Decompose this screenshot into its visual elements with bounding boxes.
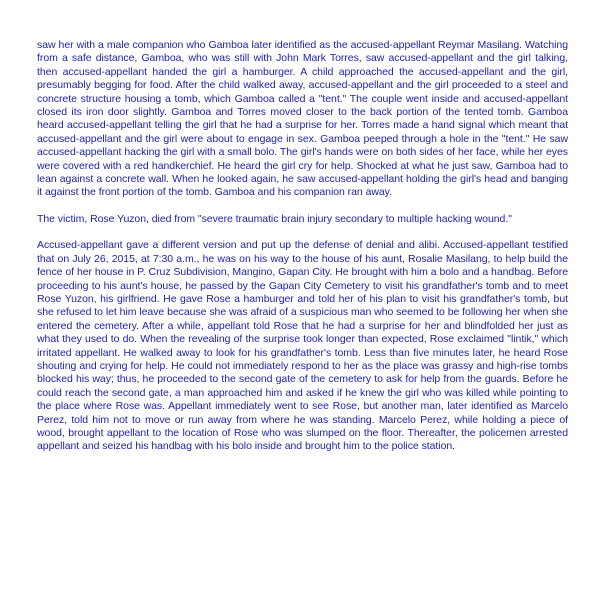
paragraph-defense-version: Accused-appellant gave a different version and put up the defense of denial and alibi. Accused-appellant testified that on July 26, 2015, at 7:30 a.m., he was on his way to the house of his aunt, Rosalie Masilang, to help build the fence of her house in P. Cruz Subdivision, Mangino, Gapan City. He brought with him a bolo and a handbag. Before proceeding to his aunt's house, he passed by the Gapan City Cemetery to visit his grandfather's tomb and to meet Rose Yuzon, his girlfriend. He gave Rose a hamburger and told her of his plan to visit his grandfather's tomb, but she refused to let him leave because she was afraid of a suspicious man who seemed to be following her when she entered the cemetery. After a while, appellant told Rose that he had a surprise for her and blindfolded her just as what they used to do. When the revealing of the surprise took longer than expected, Rose exclaimed "lintik," which irritated appellant. He walked away to look for his grandfather's tomb. Less than five minutes later, he heard Rose shouting and crying for help. He could not immediately respond to her as the place was grassy and high-rise tombs blocked his way; thus, he proceeded to the second gate of the cemetery to ask for help from the guards. Before he could reach the second gate, a man approached him and asked if he knew the girl who was killed while pointing to the place where Rose was. Appellant immediately went to see Rose, but another man, later identified as Marcelo Perez, told him not to move or run away from where he was standing. Marcelo Perez, while holding a piece of wood, brought appellant to the location of Rose who was slumped on the floor. Thereafter, the policemen arrested appellant and seized his handbag with his bolo inside and brought him to the police station.: [37, 239, 568, 453]
paragraph-witness-account: saw her with a male companion who Gamboa later identified as the accused-appellant Reymar Masilang. Watching from a safe distance, Gamboa, who was still with John Mark Torres, saw accused-appellant and the girl talking, then accused-appellant handed the girl a hamburger. A child approached the accused-appellant and the girl, presumably begging for food. After the child walked away, accused-appellant and the girl proceeded to a steel and concrete structure housing a tomb, which Gamboa called a "tent." The couple went inside and accused-appellant closed its iron door slightly. Gamboa and Torres moved closer to the back portion of the tented tomb. Gamboa heard accused-appellant telling the girl that he had a surprise for her. Torres made a hand signal which meant that accused-appellant and the girl were about to engage in sex. Gamboa peeped through a hole in the "tent." He saw accused-appellant hacking the girl with a small bolo. The girl's hands were on both sides of her face, while her eyes were covered with a red handkerchief. He heard the girl cry for help. Shocked at what he just saw, Gamboa had to lean against a concrete wall. When he looked again, he saw accused-appellant holding the girl's head and banging it against the front portion of the tomb. Gamboa and his companion ran away.: [37, 39, 568, 199]
paragraph-victim-death: The victim, Rose Yuzon, died from "severe traumatic brain injury secondary to multiple hacking wound.": [37, 212, 512, 225]
